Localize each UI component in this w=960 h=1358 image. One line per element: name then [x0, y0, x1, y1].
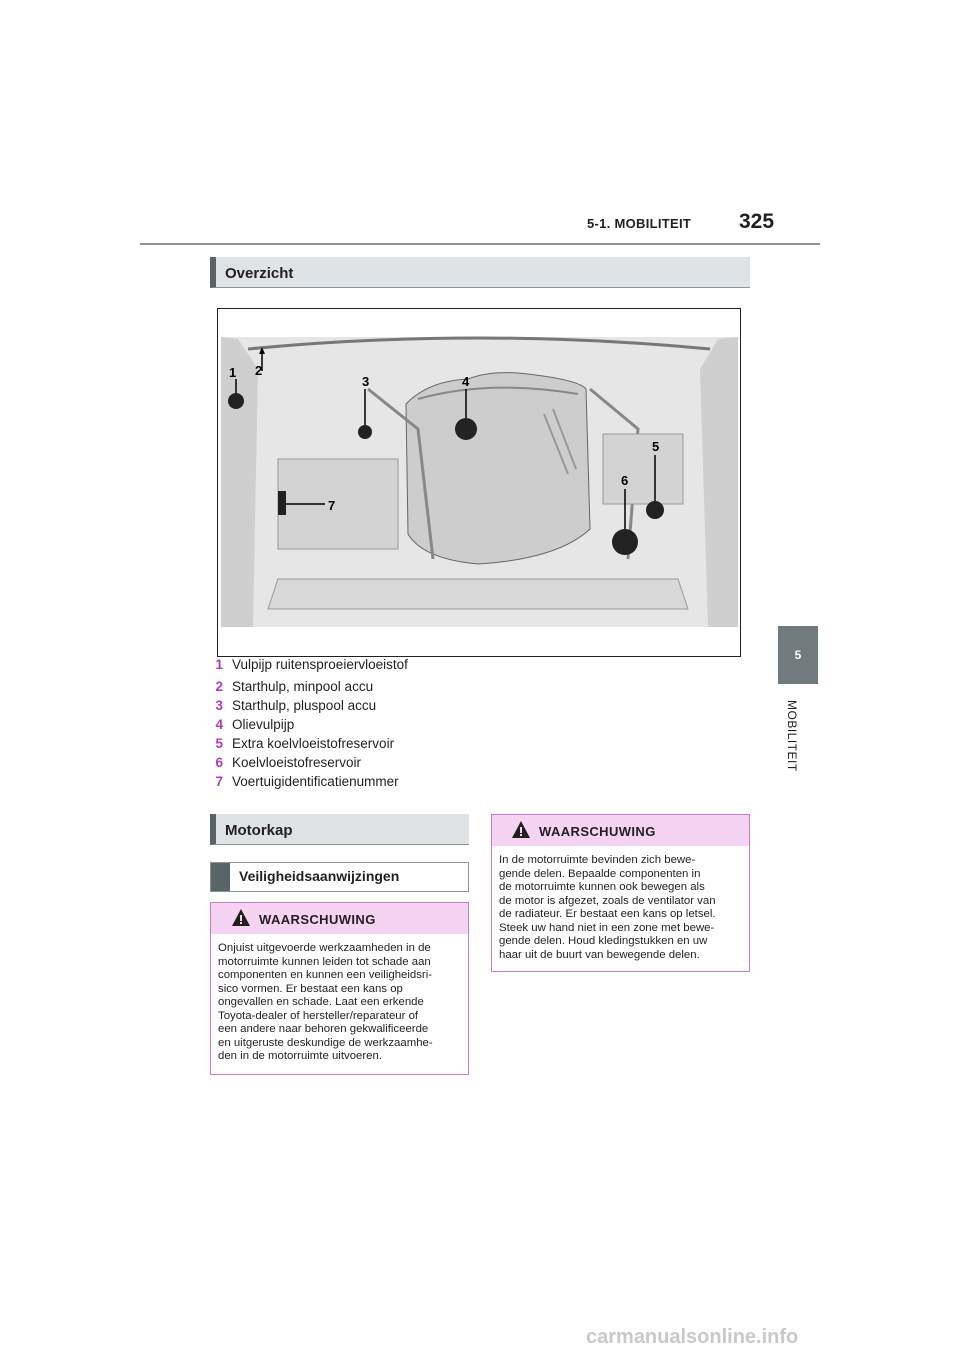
- warning-text: [211, 934, 468, 1064]
- warning-box: [491, 814, 750, 972]
- warning-triangle-icon: [231, 908, 251, 928]
- legend-item: [213, 755, 361, 770]
- legend-item: [213, 717, 294, 732]
- warning-line: componenten en kunnen een veiligheidsri-: [218, 969, 433, 981]
- legend-item: [213, 736, 394, 751]
- warning-line: In de motorruimte bevinden zich bewe-: [499, 854, 696, 866]
- legend-text: Koelvloeistofreservoir: [232, 755, 362, 770]
- safety-subheading-label: Veiligheidsaanwijzingen: [239, 868, 400, 884]
- warning-line: de motorruimte kunnen ook bewegen als: [499, 881, 705, 893]
- engine-bay-illustration: [218, 309, 740, 656]
- callout-1: 1: [229, 365, 237, 380]
- warning-text: [492, 846, 749, 962]
- legend-text: Extra koelvloeistofreservoir: [232, 736, 395, 751]
- warning-header: [211, 903, 468, 934]
- warning-line: een andere naar behoren gekwalificeerde: [218, 1023, 429, 1035]
- watermark: carmanualsonline.info: [586, 1326, 799, 1348]
- legend-number: 1: [215, 657, 223, 672]
- legend-number: 6: [215, 755, 223, 770]
- callout-6: 6: [621, 473, 629, 488]
- warning-line: den in de motorruimte uitvoeren.: [218, 1050, 382, 1062]
- header-divider: [140, 243, 820, 245]
- legend-text: Starthulp, pluspool accu: [232, 698, 377, 713]
- warning-box: [210, 902, 469, 1075]
- legend-number: 2: [215, 679, 223, 694]
- warning-title: WAARSCHUWING: [259, 912, 376, 927]
- callout-4: 4: [462, 374, 470, 389]
- warning-line: Onjuist uitgevoerde werkzaamheden in de: [218, 942, 431, 954]
- warning-header: [492, 815, 749, 846]
- legend-item: [213, 657, 408, 672]
- warning-line: Toyota-dealer of hersteller/reparateur of: [218, 1009, 419, 1022]
- legend-text: Vulpijp ruitensproeiervloeistof: [232, 657, 408, 672]
- chapter-tab[interactable]: 5: [778, 626, 818, 684]
- callout-3: 3: [362, 374, 370, 389]
- legend-text: Olievulpijp: [232, 717, 295, 732]
- legend-number: 3: [215, 698, 223, 713]
- page-number: 325: [739, 210, 775, 233]
- callout-2: 2: [255, 363, 263, 378]
- callout-7: 7: [328, 498, 336, 513]
- warning-line: gende delen. Houd kledingstukken en uw: [499, 935, 708, 947]
- warning-line: de motor is afgezet, zoals de ventilator van: [499, 894, 716, 907]
- warning-line: en uitgeruste deskundige de werkzaamhe-: [218, 1036, 433, 1049]
- legend-text: Starthulp, minpool accu: [232, 679, 374, 694]
- legend-text: Voertuigidentificatienummer: [232, 774, 399, 789]
- section-title: 5-1. MOBILITEIT: [587, 216, 692, 231]
- warning-line: Steek uw hand niet in een zone met bewe-: [499, 921, 715, 934]
- warning-title: WAARSCHUWING: [539, 824, 656, 839]
- hood-heading: Motorkap: [210, 814, 469, 845]
- engine-bay-figure: [217, 308, 741, 657]
- legend-number: 4: [215, 717, 223, 732]
- legend-number: 7: [215, 774, 223, 789]
- callout-5: 5: [652, 439, 660, 454]
- warning-line: sico vormen. Er bestaat een kans op: [218, 982, 403, 995]
- subheading-marker: [211, 863, 230, 891]
- warning-line: ongevallen en schade. Laat een erkende: [218, 996, 424, 1008]
- warning-line: motorruimte kunnen leiden tot schade aan: [218, 955, 431, 968]
- legend-item: [213, 774, 399, 789]
- legend-item: [213, 698, 376, 713]
- warning-line: gende delen. Bepaalde componenten in: [499, 867, 701, 880]
- safety-subheading: [210, 862, 469, 892]
- warning-line: haar uit de buurt van bewegende delen.: [499, 948, 700, 961]
- chapter-label: MOBILITEIT: [785, 700, 799, 772]
- overview-heading: Overzicht: [210, 257, 750, 288]
- legend-number: 5: [215, 736, 223, 751]
- warning-triangle-icon: [511, 820, 531, 840]
- warning-line: de radiateur. Er bestaat een kans op letsel.: [499, 908, 716, 920]
- legend-item: [213, 679, 373, 694]
